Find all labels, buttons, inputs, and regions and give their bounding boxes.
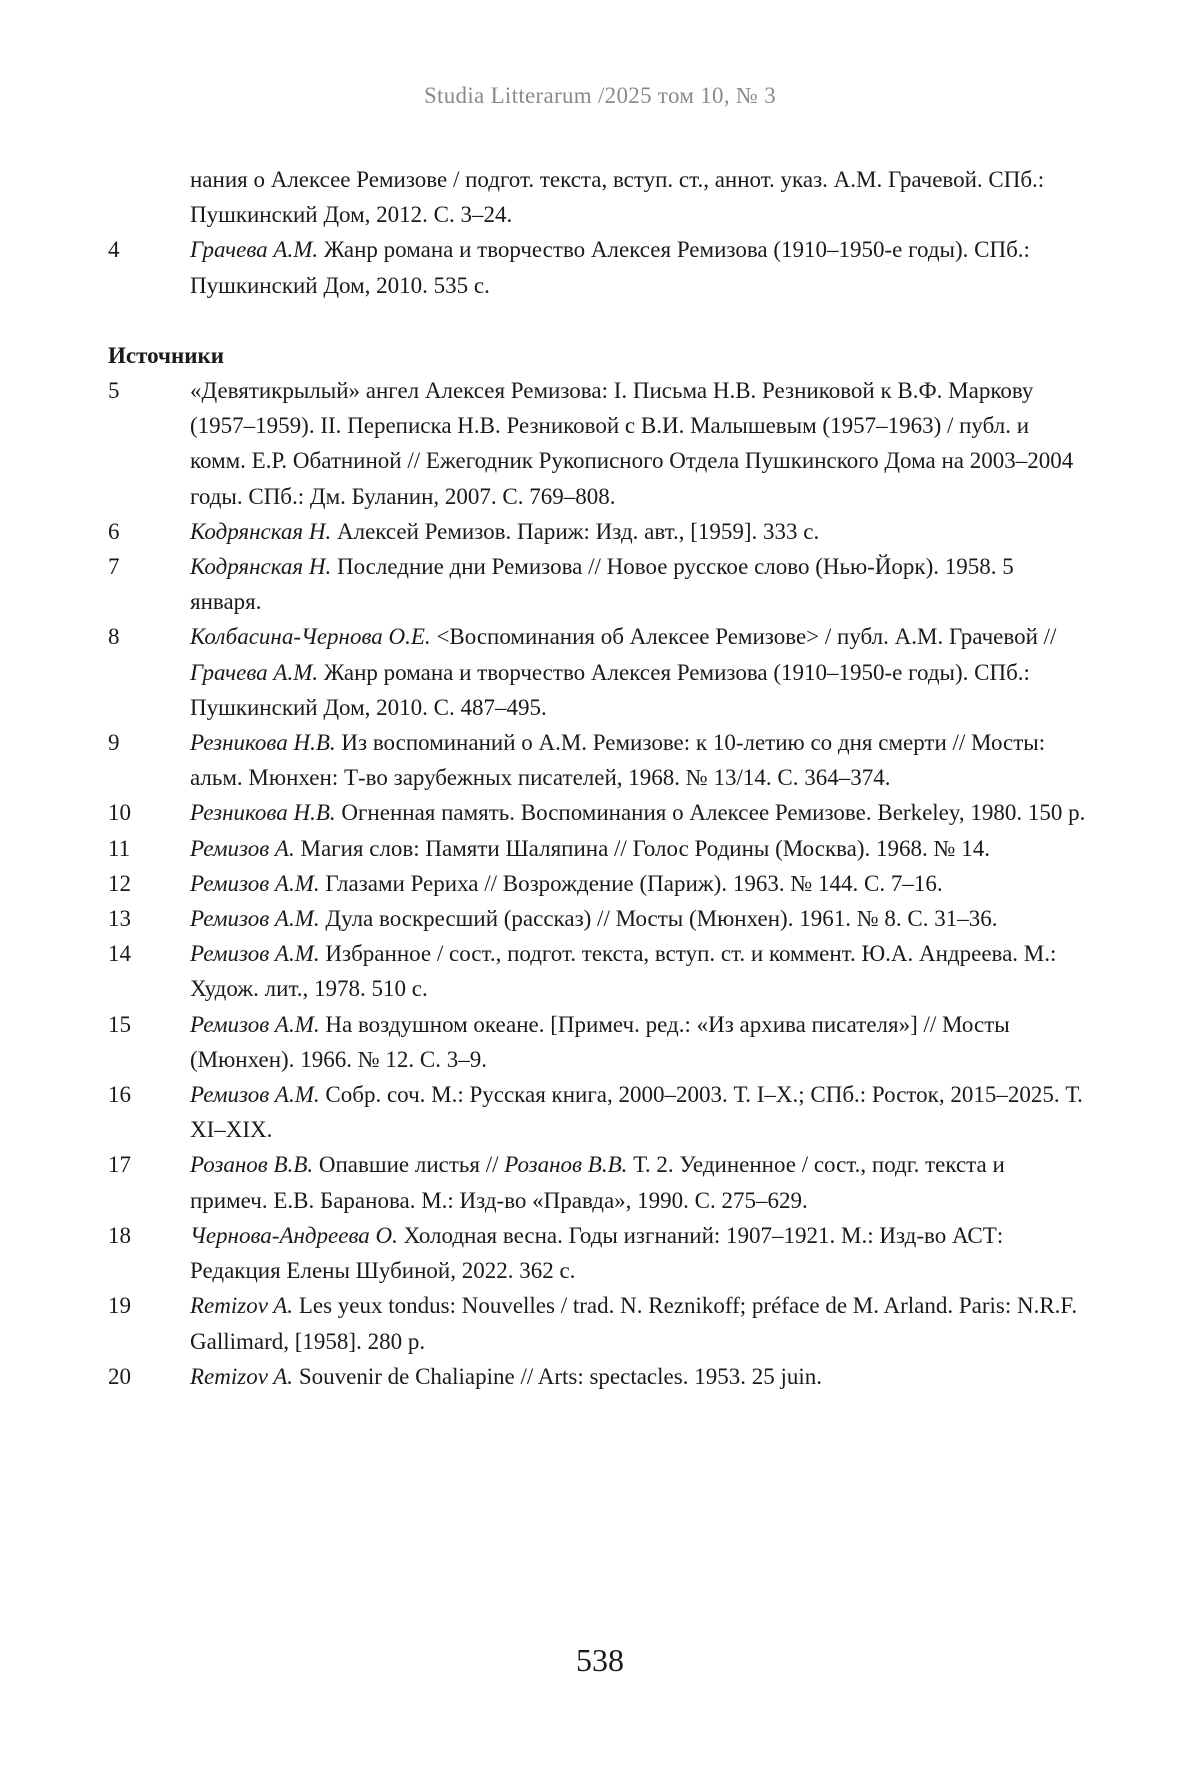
reference-entry-7 <box>108 549 1088 619</box>
reference-text: «Девятикрылый» ангел Алексея Ремизова: I. Письма Н.В. Резниковой к В.Ф. Маркову (1957–1959). II. Переписка Н.В. Резниковой с В.И. Малышевым (1957–1963) / публ. и комм. Е.Р. Обатниной // Ежегодник Рукописного Отдела Пушкинского Дома на 2003–2004 годы. СПб.: Дм. Буланин, 2007. С. 769–808. <box>190 378 1074 509</box>
reference-author: Кодрянская Н. <box>190 554 332 580</box>
reference-number: 7 <box>108 554 120 580</box>
reference-author: Колбасина-Чернова О.Е. <box>190 624 431 650</box>
reference-number: 9 <box>108 730 120 756</box>
reference-entry-18 <box>108 1218 1088 1288</box>
reference-number: 10 <box>108 800 131 826</box>
reference-text: Алексей Ремизов. Париж: Изд. авт., [1959]. 333 с. <box>331 518 820 544</box>
reference-entry-8 <box>108 619 1088 725</box>
reference-author: Ремизов А. <box>190 835 295 861</box>
reference-number: 8 <box>108 624 120 650</box>
reference-text: Дула воскресший (рассказ) // Мосты (Мюнхен). 1961. № 8. С. 31–36. <box>319 906 998 932</box>
reference-number: 12 <box>108 870 131 896</box>
reference-text: Опавшие листья // <box>313 1152 505 1178</box>
references-list <box>108 162 1088 1394</box>
reference-entry-11 <box>108 831 1088 866</box>
reference-text: Глазами Рериха // Возрождение (Париж). 1963. № 144. С. 7–16. <box>319 870 943 896</box>
reference-text: Магия слов: Памяти Шаляпина // Голос Родины (Москва). 1968. № 14. <box>294 835 990 861</box>
reference-text-secondary: Т. 2. Уединенное / сост., подг. текста и примеч. Е.В. Баранова. М.: Изд-во «Правда», 1990. С. 275–629. <box>190 1152 1005 1213</box>
reference-number: 20 <box>108 1363 131 1389</box>
reference-author-secondary: Розанов В.В. <box>504 1152 628 1178</box>
reference-author: Кодрянская Н. <box>190 518 332 544</box>
reference-text: На воздушном океане. [Примеч. ред.: «Из архива писателя»] // Мосты (Мюнхен). 1966. № 12. С. 3–9. <box>190 1011 1010 1072</box>
reference-number: 14 <box>108 941 131 967</box>
reference-entry-12 <box>108 866 1088 901</box>
reference-number: 11 <box>108 835 131 861</box>
reference-number: 15 <box>108 1011 131 1037</box>
reference-number: 5 <box>108 378 120 404</box>
reference-author: Грачева А.М. <box>190 237 319 263</box>
reference-entry-19 <box>108 1288 1088 1358</box>
reference-author: Remizov A. <box>190 1293 294 1319</box>
reference-entry-14 <box>108 936 1088 1006</box>
reference-author-secondary: Грачева А.М. <box>190 659 319 685</box>
reference-text: <Воспоминания об Алексее Ремизове> / публ. А.М. Грачевой // <box>430 624 1057 650</box>
reference-text: Огненная память. Воспоминания о Алексее Ремизове. Berkeley, 1980. 150 p. <box>335 800 1086 826</box>
reference-number: 4 <box>108 237 120 263</box>
reference-entry-13 <box>108 901 1088 936</box>
reference-author: Ремизов А.М. <box>190 870 320 896</box>
reference-text-secondary: Жанр романа и творчество Алексея Ремизова (1910–1950-е годы). СПб.: Пушкинский Дом, 2010. С. 487–495. <box>190 659 1030 720</box>
reference-author: Ремизов А.М. <box>190 906 320 932</box>
reference-number: 17 <box>108 1152 131 1178</box>
reference-text: Souvenir de Chaliapine // Arts: spectacles. 1953. 25 juin. <box>293 1363 822 1389</box>
reference-author: Чернова-Андреева О. <box>190 1222 398 1248</box>
reference-author: Remizov A. <box>190 1363 294 1389</box>
reference-entry-4 <box>108 232 1088 302</box>
reference-author: Резникова Н.В. <box>190 730 336 756</box>
reference-author: Ремизов А.М. <box>190 1011 320 1037</box>
reference-number: 16 <box>108 1082 131 1108</box>
reference-text: нания о Алексее Ремизове / подгот. текста, вступ. ст., аннот. указ. А.М. Грачевой. СПб.: Пушкинский Дом, 2012. С. 3–24. <box>190 167 1045 228</box>
reference-author: Ремизов А.М. <box>190 1082 320 1108</box>
running-header: Studia Litterarum /2025 том 10, № 3 <box>423 83 777 108</box>
reference-entry-20 <box>108 1359 1088 1394</box>
reference-author: Розанов В.В. <box>190 1152 314 1178</box>
reference-entry-5 <box>108 373 1088 514</box>
reference-text: Жанр романа и творчество Алексея Ремизова (1910–1950-е годы). СПб.: Пушкинский Дом, 2010. 535 с. <box>190 237 1030 298</box>
reference-entry-15 <box>108 1007 1088 1077</box>
reference-entry-17 <box>108 1147 1088 1217</box>
reference-number: 6 <box>108 518 120 544</box>
reference-text: Из воспоминаний о А.М. Ремизове: к 10-летию со дня смерти // Мосты: альм. Мюнхен: Т-во зарубежных писателей, 1968. № 13/14. С. 364–374. <box>190 730 1046 791</box>
reference-text: Избранное / сост., подгот. текста, вступ. ст. и коммент. Ю.А. Андреева. М.: Худож. лит., 1978. 510 с. <box>190 941 1057 1002</box>
reference-entry-16 <box>108 1077 1088 1147</box>
reference-entry-6 <box>108 514 1088 549</box>
reference-text: Собр. соч. М.: Русская книга, 2000–2003. Т. I–X.; СПб.: Росток, 2015–2025. Т. XI–XIX. <box>190 1082 1083 1143</box>
section-title-sources: Источники <box>108 342 224 368</box>
reference-number: 19 <box>108 1293 131 1319</box>
reference-entry-9 <box>108 725 1088 795</box>
reference-number: 18 <box>108 1222 131 1248</box>
reference-text: Les yeux tondus: Nouvelles / trad. N. Reznikoff; préface de M. Arland. Paris: N.R.F. Gallimard, [1958]. 280 p. <box>190 1293 1078 1354</box>
reference-entry-10 <box>108 795 1088 830</box>
reference-text: Последние дни Ремизова // Новое русское слово (Нью-Йорк). 1958. 5 января. <box>190 554 1014 615</box>
reference-author: Резникова Н.В. <box>190 800 336 826</box>
reference-number: 13 <box>108 906 131 932</box>
reference-author: Ремизов А.М. <box>190 941 320 967</box>
reference-text: Холодная весна. Годы изгнаний: 1907–1921. М.: Изд-во АСТ: Редакция Елены Шубиной, 2022. 362 с. <box>190 1222 1004 1284</box>
page-number: 538 <box>576 1642 624 1678</box>
reference-entry-continuation <box>108 162 1088 232</box>
